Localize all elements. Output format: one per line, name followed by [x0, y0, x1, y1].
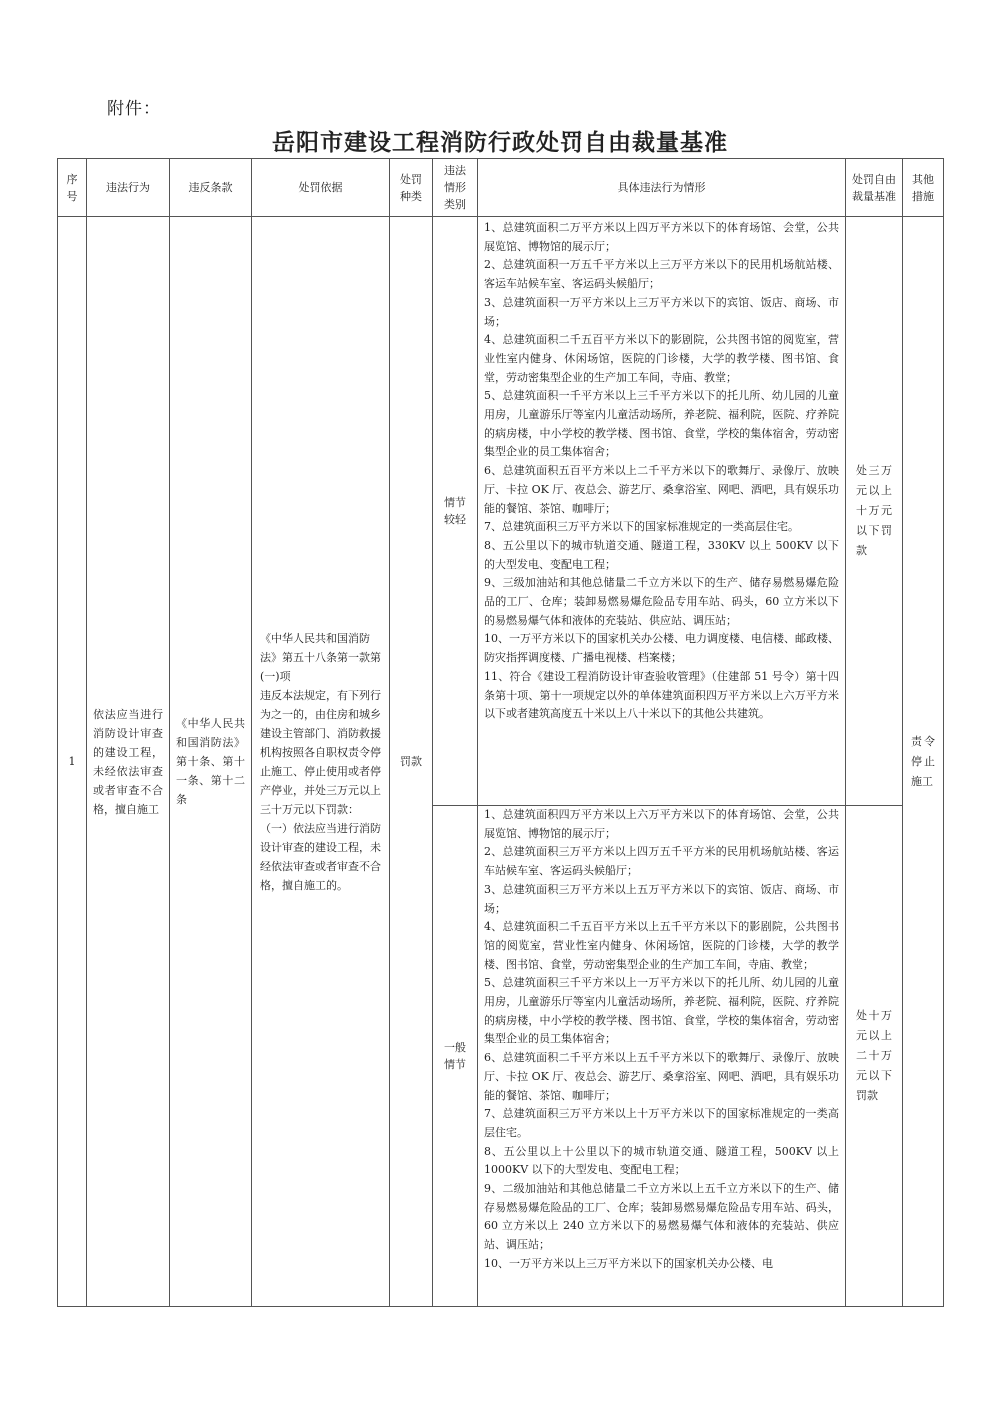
list-item: 7、总建筑面积三万平方米以下的国家标准规定的一类高层住宅。 [484, 520, 799, 534]
list-item: 8、五公里以下的城市轨道交通、隧道工程，330KV 以上 500KV 以下的大型发电、变配电工程； [484, 538, 839, 571]
list-item: 4、总建筑面积二千五百平方米以下的影剧院，公共图书馆的阅览室，营业性室内健身、休闲场馆，医院的门诊楼，大学的教学楼、图书馆、食堂，劳动密集型企业的生产加工车间，寺庙、教堂； [484, 333, 839, 384]
attachment-label: 附件： [107, 99, 161, 119]
table-header-row [58, 159, 944, 217]
list-item: 2、总建筑面积一万五千平方米以上三万平方米以下的民用机场航站楼、客运车站候车室、客运码头候船厅； [484, 258, 839, 291]
table-row [58, 217, 944, 806]
list-item: 2、总建筑面积三万平方米以上四万五千平方米的民用机场航站楼、客运车站候车室、客运码头候船厅； [484, 845, 839, 878]
level-general-standard: 处十万元以上二十万元以下罚款 [846, 806, 903, 1307]
header-clause: 违反条款 [170, 159, 252, 217]
level-minor-standard: 处三万元以上十万元以下罚款 [846, 217, 903, 806]
header-standard: 处罚自由裁量基准 [846, 159, 903, 217]
list-item: 7、总建筑面积三万平方米以上十万平方米以下的国家标准规定的一类高层住宅。 [484, 1107, 839, 1139]
header-seq: 序号 [58, 159, 87, 217]
level-minor-category: 情节较轻 [433, 217, 478, 806]
list-item: 9、二级加油站和其他总储量二千立方米以上五千立方米以下的生产、储存易燃易爆危险品的工厂、仓库；装卸易燃易爆危险品专用车站、码头，60 立方米以上 240 立方米以下的易燃易爆气体和液体的充装站、供应站、调压站； [484, 1182, 839, 1252]
row-other-measures: 责令停止施工 [903, 217, 944, 1307]
row-seq: 1 [58, 217, 87, 1307]
basis-provision: 违反本法规定，有下列行为之一的，由住房和城乡建设主管部门、消防救援机构按照各自职权责令停止施工、停止使用或者停产停业，并处三万元以上三十万元以下罚款： [260, 688, 381, 816]
list-item: 6、总建筑面积五百平方米以上二千平方米以下的歌舞厅、录像厅、放映厅、卡拉 OK 厅、夜总会、游艺厅、桑拿浴室、网吧、酒吧，具有娱乐功能的餐馆、茶馆、咖啡厅； [484, 464, 839, 515]
level-general-details [478, 806, 846, 1307]
list-item: 6、总建筑面积二千平方米以上五千平方米以下的歌舞厅、录像厅、放映厅、卡拉 OK 厅、夜总会、游艺厅、桑拿浴室、网吧、酒吧，具有娱乐功能的餐馆、茶馆、咖啡厅； [484, 1051, 839, 1102]
list-item: 5、总建筑面积一千平方米以上三千平方米以下的托儿所、幼儿园的儿童用房，儿童游乐厅等室内儿童活动场所，养老院、福利院，医院、疗养院的病房楼，中小学校的教学楼、图书馆、食堂，学校的集体宿舍，劳动密集型企业的员工集体宿舍； [484, 389, 839, 459]
level-minor-details [478, 217, 846, 806]
row-violation-act: 依法应当进行消防设计审查的建设工程，未经依法审查或者审查不合格，擅自施工 [87, 217, 170, 1307]
header-other: 其他措施 [903, 159, 944, 217]
list-item: 3、总建筑面积三万平方米以上五万平方米以下的宾馆、饭店、商场、市场； [484, 882, 839, 915]
level-general-category: 一般情节 [433, 806, 478, 1307]
list-item: 8、五公里以上十公里以下的城市轨道交通、隧道工程，500KV 以上 1000KV 以下的大型发电、变配电工程； [484, 1144, 839, 1177]
list-item: 10、一万平方米以上三万平方米以下的国家机关办公楼、电 [484, 1256, 773, 1270]
row-violated-clause: 《中华人民共和国消防法》第十条、第十一条、第十二条 [170, 217, 252, 1307]
list-item: 9、三级加油站和其他总储量二千立方米以下的生产、储存易燃易爆危险品的工厂、仓库；装卸易燃易爆危险品专用车站、码头，60 立方米以下的易燃易爆气体和液体的充装站、供应站、调压站； [484, 576, 839, 627]
document-title: 岳阳市建设工程消防行政处罚自由裁量基准 [272, 129, 728, 156]
row-penalty-type: 罚款 [390, 217, 433, 1307]
list-item: 11、符合《建设工程消防设计审查验收管理》（住建部 51 号令）第十四条第十项、第十一项规定以外的单体建筑面积四万平方米以上六万平方米以下或者建筑高度五十米以上八十米以下的其他公共建筑。 [484, 669, 839, 721]
basis-item-one: （一）依法应当进行消防设计审查的建设工程，未经依法审查或者审查不合格，擅自施工的。 [260, 821, 381, 892]
list-item: 4、总建筑面积二千五百平方米以上五千平方米以下的影剧院，公共图书馆的阅览室，营业性室内健身、休闲场馆，医院的门诊楼，大学的教学楼、图书馆、食堂，劳动密集型企业的生产加工车间，寺庙、教堂； [484, 920, 839, 971]
header-category: 违法情形类别 [433, 159, 478, 217]
header-act: 违法行为 [87, 159, 170, 217]
list-item: 1、总建筑面积二万平方米以上四万平方米以下的体育场馆、会堂，公共展览馆、博物馆的展示厅； [484, 221, 839, 253]
list-item: 3、总建筑面积一万平方米以上三万平方米以下的宾馆、饭店、商场、市场； [484, 295, 839, 328]
penalty-standard-table [57, 158, 944, 1307]
list-item: 10、一万平方米以下的国家机关办公楼、电力调度楼、电信楼、邮政楼、防灾指挥调度楼、广播电视楼、档案楼； [484, 632, 839, 665]
row-penalty-basis [252, 217, 390, 1307]
list-item: 5、总建筑面积三千平方米以上一万平方米以下的托儿所、幼儿园的儿童用房，儿童游乐厅等室内儿童活动场所，养老院、福利院，医院、疗养院的病房楼，中小学校的教学楼、图书馆、食堂，学校的集体宿舍，劳动密集型企业的员工集体宿舍； [484, 976, 839, 1046]
header-basis: 处罚依据 [252, 159, 390, 217]
header-penalty-type: 处罚种类 [390, 159, 433, 217]
list-item: 1、总建筑面积四万平方米以上六万平方米以下的体育场馆、会堂，公共展览馆、博物馆的展示厅； [484, 808, 839, 840]
header-detail: 具体违法行为情形 [478, 159, 846, 217]
basis-citation: 《中华人民共和国消防法》第五十八条第一款第(一)项 [260, 631, 381, 683]
